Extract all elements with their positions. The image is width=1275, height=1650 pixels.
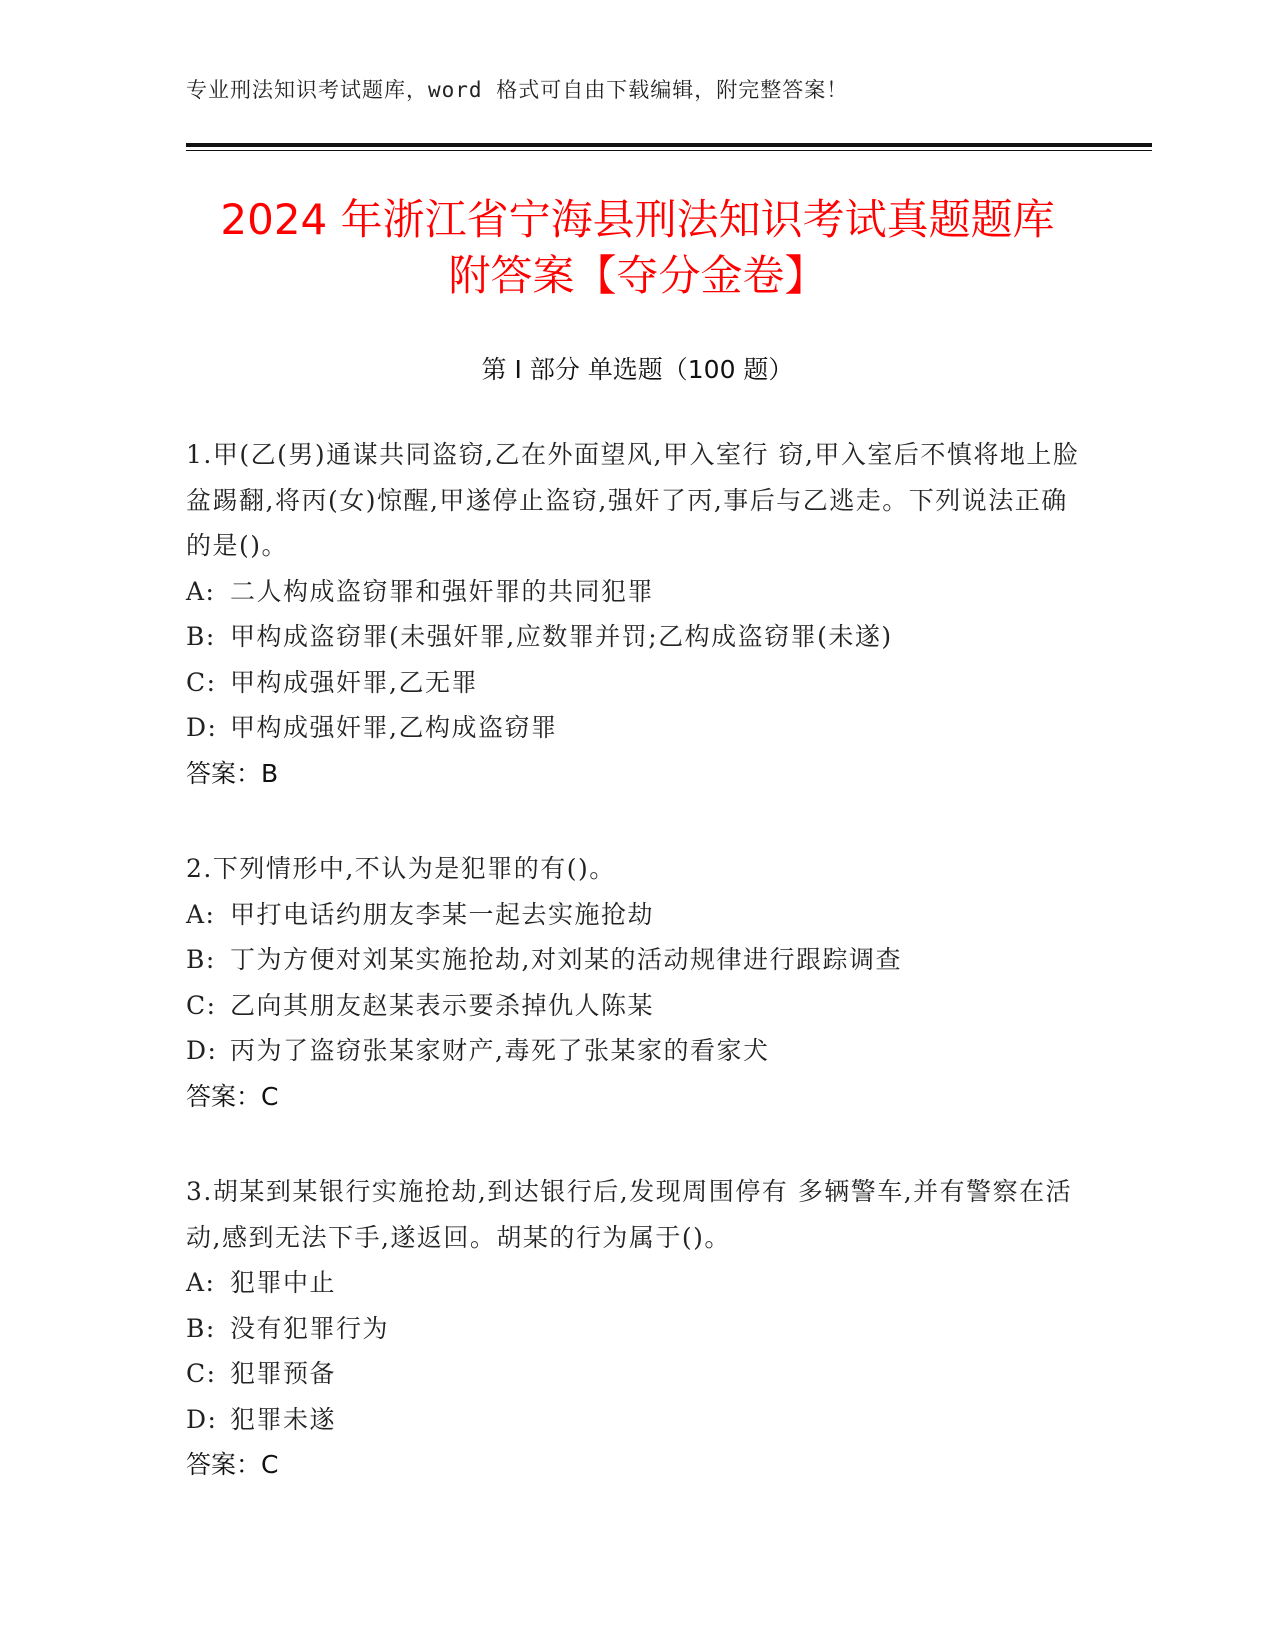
- option-b: [186, 614, 1086, 660]
- option-text: 丁为方便对刘某实施抢劫,对刘某的活动规律进行跟踪调查: [230, 945, 902, 974]
- option-text: 乙向其朋友赵某表示要杀掉仇人陈某: [230, 990, 655, 1020]
- option-text: 犯罪中止: [230, 1268, 337, 1297]
- answer-label: 答案：: [186, 1081, 262, 1111]
- option-a: [186, 892, 1086, 938]
- title-line-1: 2024 年浙江省宁海县刑法知识考试真题题库: [220, 195, 1055, 244]
- answer-value: B: [261, 758, 279, 788]
- question-text: 1.甲(乙(男)通谋共同盗窃,乙在外面望风,甲入室行 窃,甲入室后不慎将地上脸盆踢翻,将丙(女)惊醒,甲遂停止盗窃,强奸了丙,事后与乙逃走。下列说法正确的是()。: [186, 440, 1080, 560]
- option-text: 甲构成强奸罪,乙构成盗窃罪: [230, 713, 558, 742]
- answer-line: [186, 1442, 1086, 1488]
- header-rule-thin: [186, 150, 1152, 151]
- header-rule-thick: [186, 143, 1152, 147]
- option-text: 甲构成盗窃罪(未强奸罪,应数罪并罚;乙构成盗窃罪(未遂): [230, 622, 893, 651]
- option-letter: A:: [186, 899, 216, 929]
- question-list: [186, 432, 1086, 1538]
- option-letter: B:: [186, 1313, 216, 1343]
- question-3: [186, 1169, 1086, 1488]
- option-letter: A:: [186, 576, 216, 606]
- option-letter: D:: [186, 1404, 218, 1434]
- option-text: 丙为了盗窃张某家财产,毒死了张某家的看家犬: [230, 1036, 770, 1065]
- option-letter: B:: [186, 622, 216, 651]
- document-title: [100, 192, 1175, 304]
- option-text: 犯罪预备: [230, 1359, 337, 1388]
- answer-value: C: [261, 1450, 279, 1479]
- option-letter: C:: [186, 990, 217, 1020]
- option-c: [186, 983, 1086, 1029]
- option-a: [186, 569, 1086, 615]
- answer-label: 答案：: [186, 758, 262, 788]
- option-text: 甲打电话约朋友李某一起去实施抢劫: [230, 899, 655, 929]
- option-d: [186, 1397, 1086, 1443]
- option-letter: C:: [186, 1359, 217, 1388]
- option-c: [186, 1351, 1086, 1397]
- option-a: [186, 1260, 1086, 1306]
- option-letter: D:: [186, 1036, 218, 1065]
- option-text: 没有犯罪行为: [230, 1313, 390, 1343]
- answer-label: 答案：: [186, 1450, 262, 1479]
- option-letter: A:: [186, 1268, 216, 1297]
- option-b: [186, 937, 1086, 983]
- option-c: [186, 660, 1086, 706]
- header-note: 专业刑法知识考试题库，word 格式可自由下载编辑，附完整答案！: [186, 78, 849, 102]
- question-2: [186, 846, 1086, 1119]
- answer-line: [186, 1074, 1086, 1120]
- question-text: 3.胡某到某银行实施抢劫,到达银行后,发现周围停有 多辆警车,并有警察在活动,感到无法下手,遂返回。胡某的行为属于()。: [186, 1177, 1073, 1252]
- section-heading: 第 I 部分 单选题（100 题）: [481, 355, 794, 384]
- question-text: 2.下列情形中,不认为是犯罪的有()。: [186, 854, 616, 883]
- option-text: 甲构成强奸罪,乙无罪: [230, 667, 478, 697]
- answer-value: C: [261, 1081, 279, 1111]
- title-line-2: 附答案【夺分金卷】: [448, 251, 827, 300]
- option-d: [186, 1028, 1086, 1074]
- option-letter: B:: [186, 945, 216, 974]
- option-text: 二人构成盗窃罪和强奸罪的共同犯罪: [230, 576, 655, 606]
- answer-line: [186, 751, 1086, 797]
- option-letter: C:: [186, 667, 217, 697]
- option-d: [186, 705, 1086, 751]
- option-letter: D:: [186, 713, 218, 742]
- option-b: [186, 1306, 1086, 1352]
- question-1: [186, 432, 1086, 796]
- option-text: 犯罪未遂: [230, 1404, 337, 1434]
